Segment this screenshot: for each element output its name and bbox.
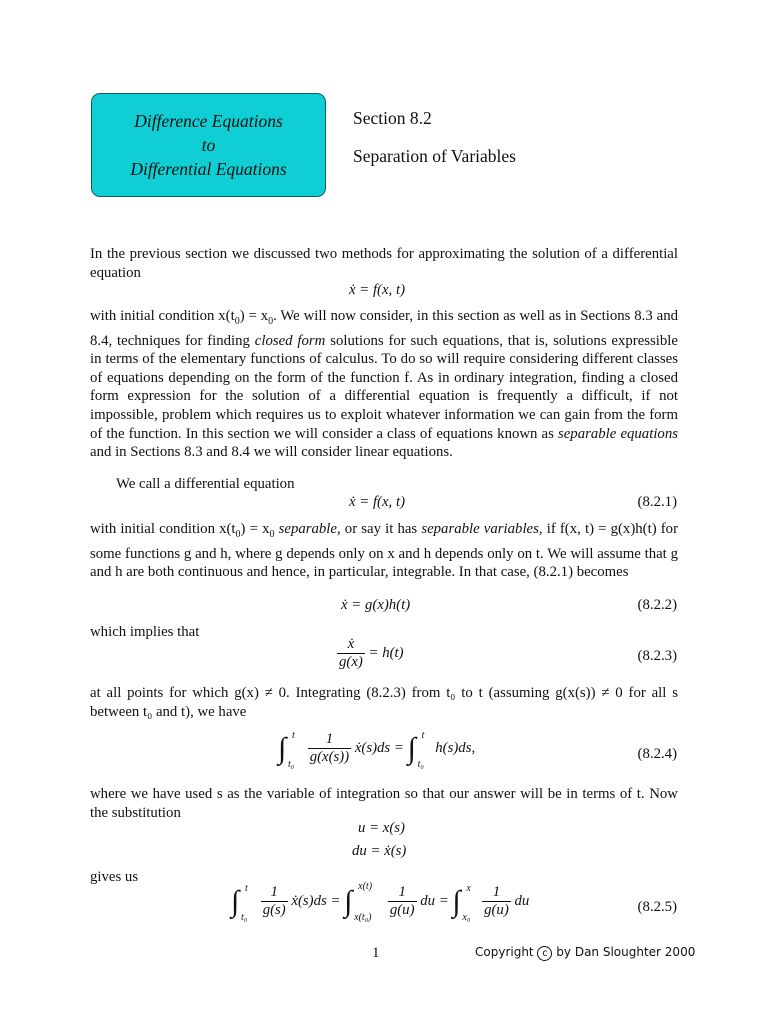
section-title: Separation of Variables bbox=[353, 146, 516, 166]
paragraph-4: which implies that bbox=[90, 624, 200, 640]
term-separable-equations: separable equations bbox=[557, 425, 678, 442]
paragraph-3: with initial condition $x(t_0) = x_0$ separable, or say it has separable variables, if f(x, t) = g(x)h(t) for some functions g and h, where g depends only on x and h depends only on t. We will assume that g and h are both continuous and hence, in particular, integrable. In that case, (8.2.1) becomes bbox=[90, 521, 678, 581]
equation-number-8-2-5: (8.2.5) bbox=[637, 899, 677, 915]
paragraph-5: at all points for which g(x) ≠ 0. Integrating (8.2.3) from t₀ to t (assuming g(x(s)) ≠ 0 for all s between t₀ and t), we have bbox=[90, 685, 678, 720]
page-number: 1 bbox=[372, 945, 380, 961]
equation-0: ẋ = f(x, t) bbox=[349, 282, 405, 298]
equation-number-8-2-1: (8.2.1) bbox=[637, 494, 677, 510]
equation-8-2-3: $\frac{\text{ẋ}}{g(x)}$ = h(t) bbox=[339, 636, 404, 670]
copyright-symbol: c bbox=[537, 946, 552, 961]
equation-number-8-2-4: (8.2.4) bbox=[637, 746, 677, 762]
equation-8-2-4: ∫ t t₀ $\frac{1}{g(x(s))}$ ẋ(s)ds = ∫ t t₀ h(s)ds, bbox=[278, 729, 476, 770]
paragraph-1a: In the previous section we discussed two methods for approximating the solution of a differential equation bbox=[90, 246, 678, 281]
copyright-notice: Copyright c by Dan Sloughter 2000 bbox=[475, 945, 696, 959]
equation-8-2-1: ẋ = f(x, t) bbox=[349, 494, 405, 510]
paragraph-1b: with initial condition $x(t_0) = x_0$. We will now consider, in this section as well as in Sections 8.3 and 8.4, techniques for finding closed form solutions for such equations, that is, solutions expressible in terms of the elementary functions of calculus. To do so will require considering different classes of equations depending on the form of the function f. As in ordinary integration, finding a closed form expression for the solution of a differential equation is frequently a difficult, if not impossible, problem which requires us to exploit whatever information we can gain from the form of the function. In this section we will consider a class of equations known as separable equations and in Sections 8.3 and 8.4 we will consider linear equations. bbox=[90, 308, 678, 461]
equation-number-8-2-3: (8.2.3) bbox=[637, 648, 677, 664]
paragraph-7: gives us bbox=[90, 869, 139, 885]
equation-number-8-2-2: (8.2.2) bbox=[637, 597, 677, 613]
section-number: Section 8.2 bbox=[353, 108, 432, 128]
term-separable: separable bbox=[278, 521, 337, 537]
substitution-line-1: u = x(s) bbox=[358, 820, 405, 836]
paragraph-2: We call a differential equation bbox=[116, 476, 295, 492]
book-title-line2: to bbox=[201, 135, 216, 155]
book-title-line1: Difference Equations bbox=[134, 111, 283, 131]
equation-8-2-2: ẋ = g(x)h(t) bbox=[341, 597, 411, 613]
paragraph-6: where we have used s as the variable of integration so that our answer will be in terms of t. Now the substitution bbox=[90, 786, 678, 821]
term-closed-form: closed form bbox=[254, 332, 326, 349]
book-title-line3: Differential Equations bbox=[130, 159, 287, 179]
substitution-line-2: du = ẋ(s) bbox=[352, 843, 407, 859]
equation-8-2-5: ∫ t t₀ $\frac{1}{g(s)}$ ẋ(s)ds = ∫ x(t) x(t₀) $\frac{1}{g(u)}$ du = ∫ x x₀ $\frac{1}{g(u)}$ du bbox=[231, 880, 530, 923]
book-title-box bbox=[91, 93, 326, 197]
term-separable-variables: separable variables bbox=[421, 521, 539, 537]
